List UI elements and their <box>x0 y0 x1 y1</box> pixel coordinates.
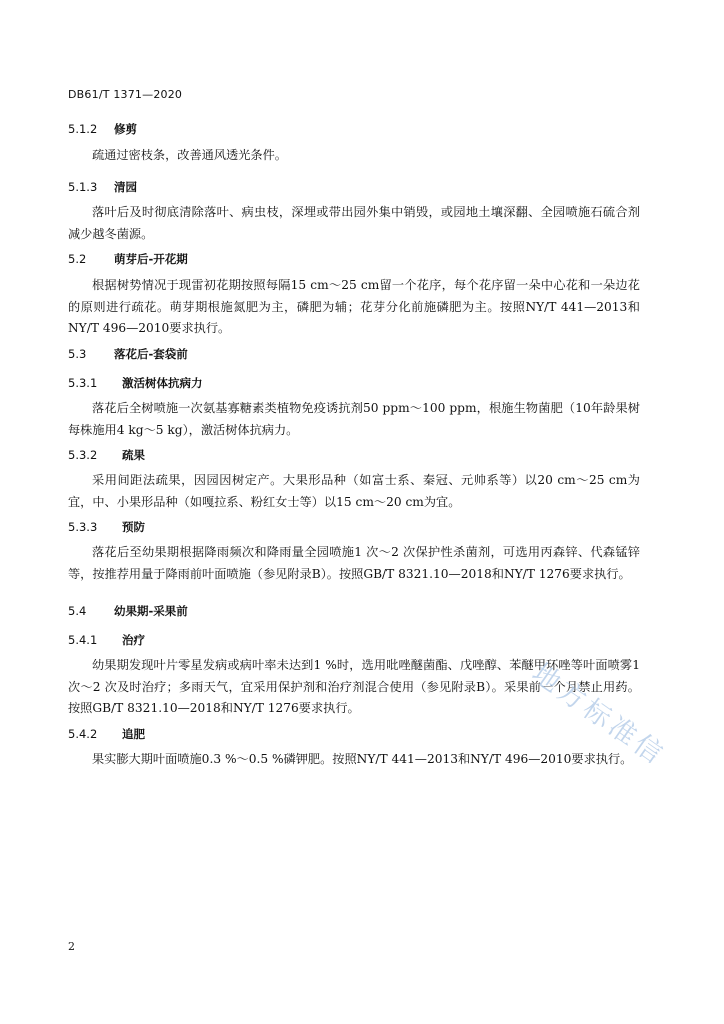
section-title: 萌芽后-开花期 <box>114 252 188 266</box>
section-number: 5.3.1 <box>68 376 98 390</box>
section-paragraph-5-1-3: 落叶后及时彻底清除落叶、病虫枝，深埋或带出园外集中销毁，或园地土壤深翻、全园喷施石硫合剂减少越冬菌源。 <box>68 205 640 241</box>
section-number: 5.3 <box>68 347 87 361</box>
section-heading-5-3 <box>68 346 188 362</box>
section-number: 5.2 <box>68 252 87 266</box>
section-title: 落花后-套袋前 <box>114 347 188 361</box>
section-title: 追肥 <box>122 727 145 741</box>
section-paragraph-5-3-1: 落花后全树喷施一次氨基寡糖素类植物免疫诱抗剂50 ppm～100 ppm，根施生物菌肥（10年龄果树每株施用4 kg～5 kg），激活树体抗病力。 <box>68 401 640 437</box>
section-paragraph-5-1-2: 疏通过密枝条，改善通风透光条件。 <box>92 148 287 162</box>
section-title: 清园 <box>114 180 137 194</box>
section-title: 疏果 <box>122 448 145 462</box>
section-title: 预防 <box>122 520 145 534</box>
section-paragraph-5-4-1: 幼果期发现叶片零星发病或病叶率未达到1 %时，选用吡唑醚菌酯、戊唑醇、苯醚甲环唑等叶面喷雾1 次～2 次及时治疗；多雨天气，宜采用保护剂和治疗剂混合使用（参见附录B）。采果前一个月禁止用药。按照GB/T 8321.10—2018和NY/T 1276要求执行。 <box>68 658 640 715</box>
section-paragraph-5-4-2: 果实膨大期叶面喷施0.3 %～0.5 %磷钾肥。按照NY/T 441—2013和NY/T 496—2010要求执行。 <box>92 752 633 766</box>
section-title: 幼果期-采果前 <box>114 604 188 618</box>
section-number: 5.3.2 <box>68 448 98 462</box>
document-header-id: DB61/T 1371—2020 <box>68 88 183 101</box>
section-number: 5.4.1 <box>68 633 98 647</box>
section-heading-5-3-1 <box>68 375 203 391</box>
section-heading-5-4-2 <box>68 726 145 742</box>
section-number: 5.1.2 <box>68 122 98 136</box>
section-paragraph-5-3-3: 落花后至幼果期根据降雨频次和降雨量全园喷施1 次～2 次保护性杀菌剂，可选用丙森锌、代森锰锌等，按推荐用量于降雨前叶面喷施（参见附录B）。按照GB/T 8321.10—2018和NY/T 1276要求执行。 <box>68 545 640 581</box>
section-heading-5-1-2 <box>68 121 137 137</box>
section-number: 5.4.2 <box>68 727 98 741</box>
section-paragraph-5-3-2: 采用间距法疏果，因园因树定产。大果形品种（如富士系、秦冠、元帅系等）以20 cm～25 cm为宜，中、小果形品种（如嘎拉系、粉红女士等）以15 cm～20 cm为宜。 <box>68 473 640 509</box>
section-title: 修剪 <box>114 122 137 136</box>
section-heading-5-4-1 <box>68 632 145 648</box>
section-number: 5.3.3 <box>68 520 98 534</box>
section-heading-5-3-2 <box>68 447 145 463</box>
section-heading-5-1-3 <box>68 179 137 195</box>
section-title: 治疗 <box>122 633 145 647</box>
section-number: 5.1.3 <box>68 180 98 194</box>
watermark: 地方标准信 <box>526 657 671 773</box>
section-heading-5-2 <box>68 251 188 267</box>
section-title: 激活树体抗病力 <box>122 376 203 390</box>
section-paragraph-5-2: 根据树势情况于现雷初花期按照每隔15 cm～25 cm留一个花序，每个花序留一朵中心花和一朵边花的原则进行疏花。萌芽期根施氮肥为主，磷肥为辅；花芽分化前施磷肥为主。按照NY/T 441—2013和NY/T 496—2010要求执行。 <box>68 278 640 335</box>
section-heading-5-3-3 <box>68 519 145 535</box>
section-heading-5-4 <box>68 603 188 619</box>
section-number: 5.4 <box>68 604 87 618</box>
page-number: 2 <box>68 940 75 953</box>
